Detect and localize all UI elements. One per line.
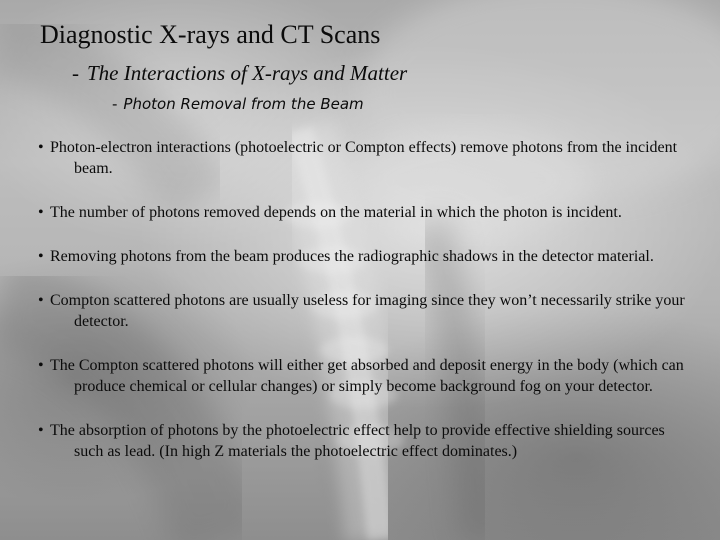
bullet-marker: • (38, 139, 44, 156)
section-dash: - (112, 95, 118, 113)
bullet-marker: • (38, 357, 44, 374)
bullet-text: The number of photons removed depends on the material in which the photon is incident. (50, 204, 622, 221)
bullet-text: Compton scattered photons are usually useless for imaging since they won’t necessarily strike your detector. (50, 292, 685, 330)
section-text: Photon Removal from the Beam (123, 95, 364, 113)
bullet-marker: • (38, 292, 44, 309)
subtitle-text: The Interactions of X-rays and Matter (87, 61, 408, 85)
subtitle-dash: - (72, 61, 79, 85)
bullet-marker: • (38, 422, 44, 439)
bullet-text: The absorption of photons by the photoelectric effect help to provide effective shielding sources such as lead. (In high Z materials the photoelectric effect dominates.) (50, 422, 665, 460)
bullet-marker: • (38, 248, 44, 265)
bullet-text: The Compton scattered photons will either get absorbed and deposit energy in the body (which can produce chemical or cellular changes) or simply become background fog on your detector. (50, 357, 684, 395)
bullet-item (38, 290, 698, 332)
slide-subtitle (72, 60, 407, 86)
slide-title: Diagnostic X-rays and CT Scans (40, 20, 381, 49)
bullet-item (38, 420, 698, 462)
section-heading (112, 94, 364, 114)
bullet-item (38, 246, 698, 267)
bullet-text: Removing photons from the beam produces the radiographic shadows in the detector material. (50, 248, 654, 265)
bullet-marker: • (38, 204, 44, 221)
bullet-item (38, 137, 698, 179)
bullet-list (38, 137, 698, 485)
bullet-item (38, 202, 698, 223)
bullet-text: Photon-electron interactions (photoelectric or Compton effects) remove photons from the incident beam. (50, 139, 678, 177)
bullet-item (38, 355, 698, 397)
